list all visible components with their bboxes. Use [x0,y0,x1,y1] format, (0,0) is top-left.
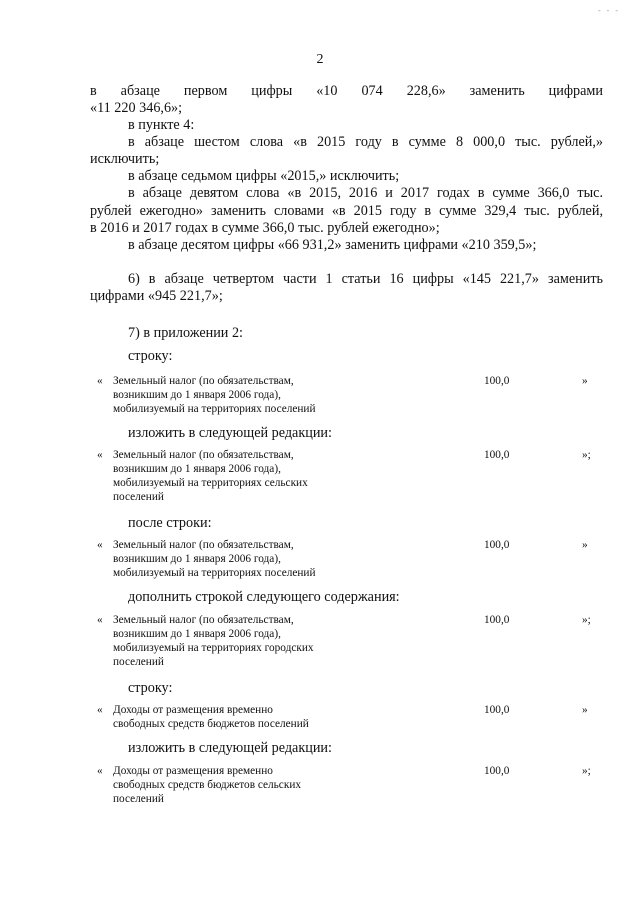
paragraph-line: в 2016 и 2017 годах в сумме 366,0 тыс. рублей ежегодно»; [90,220,440,236]
page-number: 2 [316,52,324,67]
paragraph-line: дополнить строкой следующего содержания: [128,589,400,605]
close-quote: » [582,539,588,551]
row-name-line: возникшим до 1 января 2006 года), [113,463,281,475]
row-value: 100,0 [484,375,510,387]
close-quote: »; [582,614,591,626]
row-name [113,613,353,669]
row-name [113,703,353,731]
paragraph-line: в абзаце девятом слова «в 2015, 2016 и 2017 годах в сумме 366,0 тыс. [128,185,603,201]
row-name-line: свободных средств бюджетов сельских [113,779,302,791]
row-name [113,764,353,806]
row-value: 100,0 [484,539,510,551]
row-name-line: возникшим до 1 января 2006 года), [113,628,281,640]
row-name-line: Земельный налог (по обязательствам, [113,375,294,387]
row-name-line: Земельный налог (по обязательствам, [113,539,294,551]
row-name [113,538,353,580]
row-name-line: Земельный налог (по обязательствам, [113,614,294,626]
row-name-line: возникшим до 1 января 2006 года), [113,389,281,401]
corner-mark: - - - [598,6,620,15]
paragraph-line: в абзаце шестом слова «в 2015 году в сумме 8 000,0 тыс. рублей,» [128,134,603,150]
row-name-line: мобилизуемый на территориях поселений [113,403,316,415]
row-name-line: Доходы от размещения временно [113,765,273,777]
row-name-line: Доходы от размещения временно [113,704,273,716]
row-value: 100,0 [484,765,510,777]
close-quote: »; [582,449,591,461]
paragraph-line: строку: [128,348,173,364]
row-name-line: свободных средств бюджетов поселений [113,718,309,730]
paragraph-line: строку: [128,680,173,696]
row-name [113,448,353,504]
row-value: 100,0 [484,614,510,626]
row-name-line: поселений [113,491,164,503]
paragraph-line: 7) в приложении 2: [128,325,243,341]
open-quote: « [97,375,103,387]
paragraph-line: в абзаце первом цифры «10 074 228,6» заменить цифрами [90,83,603,99]
paragraph-line: исключить; [90,151,160,167]
open-quote: « [97,765,103,777]
paragraph-line: изложить в следующей редакции: [128,425,332,441]
row-name-line: возникшим до 1 января 2006 года), [113,553,281,565]
close-quote: » [582,704,588,716]
row-name-line: поселений [113,793,164,805]
paragraph-line: в абзаце десятом цифры «66 931,2» заменить цифрами «210 359,5»; [128,237,537,253]
paragraph-line: цифрами «945 221,7»; [90,288,223,304]
paragraph-line: рублей ежегодно» заменить словами «в 2015 году в сумме 329,4 тыс. рублей, [90,203,603,219]
paragraph-line: «11 220 346,6»; [90,100,183,116]
row-name-line: мобилизуемый на территориях сельских [113,477,308,489]
row-value: 100,0 [484,449,510,461]
paragraph-line: после строки: [128,515,212,531]
close-quote: »; [582,765,591,777]
paragraph-line: изложить в следующей редакции: [128,740,332,756]
row-value: 100,0 [484,704,510,716]
row-name-line: Земельный налог (по обязательствам, [113,449,294,461]
open-quote: « [97,449,103,461]
row-name-line: поселений [113,656,164,668]
paragraph-line: в абзаце седьмом цифры «2015,» исключить; [128,168,400,184]
paragraph-line: 6) в абзаце четвертом части 1 статьи 16 цифры «145 221,7» заменить [128,271,603,287]
row-name-line: мобилизуемый на территориях городских [113,642,314,654]
open-quote: « [97,539,103,551]
open-quote: « [97,704,103,716]
row-name-line: мобилизуемый на территориях поселений [113,567,316,579]
row-name [113,374,353,416]
open-quote: « [97,614,103,626]
close-quote: » [582,375,588,387]
paragraph-line: в пункте 4: [128,117,195,133]
